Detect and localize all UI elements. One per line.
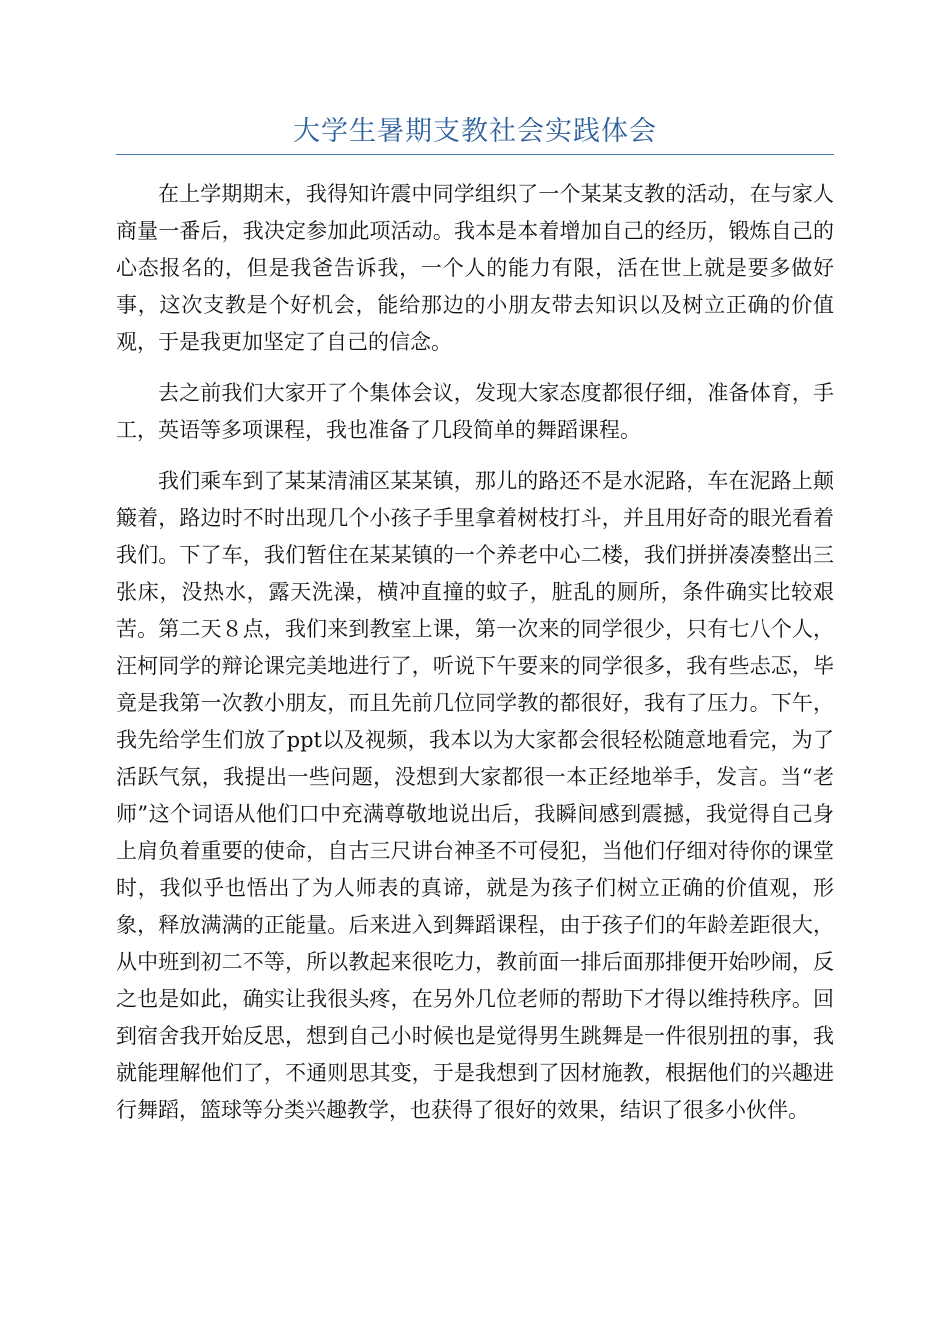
paragraph-2: 去之前我们大家开了个集体会议，发现大家态度都很仔细，准备体育，手工，英语等多项课程，我也准备了几段简单的舞蹈课程。 <box>116 381 834 442</box>
document-body <box>116 176 834 1143</box>
paragraph-3: 我们乘车到了某某清浦区某某镇，那儿的路还不是水泥路，车在泥路上颠簸着，路边时不时出现几个小孩子手里拿着树枝打斗，并且用好奇的眼光看着我们。下了车，我们暂住在某某镇的一个养老中心二楼，我们拼拼凑凑整出三张床，没热水，露天洗澡，横冲直撞的蚊子，脏乱的厕所，条件确实比较艰苦。第二天８点，我们来到教室上课，第一次来的同学很少，只有七八个人，汪柯同学的辩论课完美地进行了，听说下午要来的同学很多，我有些忐忑，毕竟是我第一次教小朋友，而且先前几位同学教的都很好，我有了压力。下午，我先给学生们放了ppt以及视频，我本以为大家都会很轻松随意地看完，为了活跃气氛，我提出一些问题，没想到大家都很一本正经地举手，发言。当“老师”这个词语从他们口中充满尊敬地说出后，我瞬间感到震撼，我觉得自己身上肩负着重要的使命，自古三尺讲台神圣不可侵犯，当他们仔细对待你的课堂时，我似乎也悟出了为人师表的真谛，就是为孩子们树立正确的价值观，形象，释放满满的正能量。后来进入到舞蹈课程，由于孩子们的年龄差距很大，从中班到初二不等，所以教起来很吃力，教前面一排后面那排便开始吵闹，反之也是如此，确实让我很头疼，在另外几位老师的帮助下才得以维持秩序。回到宿舍我开始反思，想到自己小时候也是觉得男生跳舞是一件很别扭的事，我就能理解他们了，不通则思其变，于是我想到了因材施教，根据他们的兴趣进行舞蹈，篮球等分类兴趣教学，也获得了很好的效果，结识了很多小伙伴。 <box>116 469 834 1122</box>
document-title: 大学生暑期支教社会实践体会 <box>293 116 657 147</box>
paragraph-1: 在上学期期末，我得知许震中同学组织了一个某某支教的活动，在与家人商量一番后，我决定参加此项活动。我本是本着增加自己的经历，锻炼自己的心态报名的，但是我爸告诉我，一个人的能力有限，活在世上就是要多做好事，这次支教是个好机会，能给那边的小朋友带去知识以及树立正确的价值观，于是我更加坚定了自己的信念。 <box>116 182 834 354</box>
title-underline <box>116 154 834 155</box>
